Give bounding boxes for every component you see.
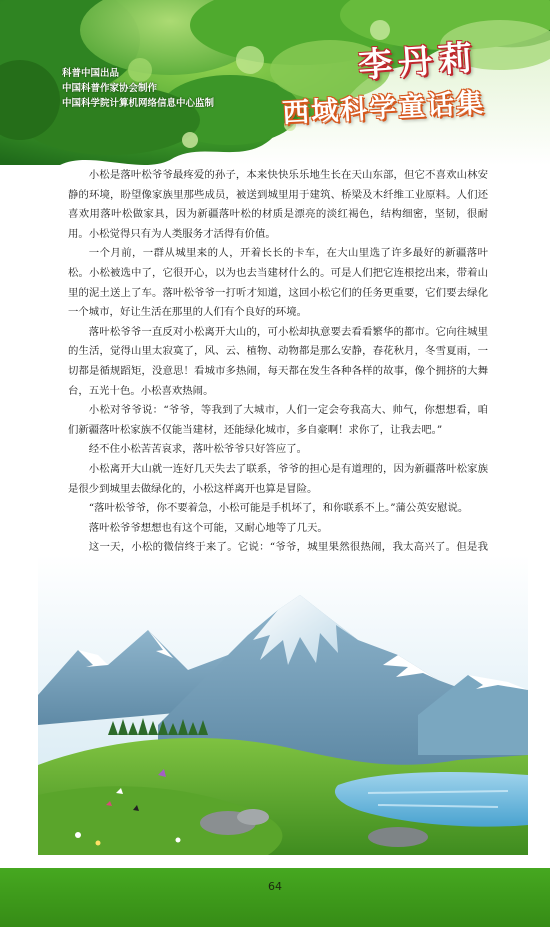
story-paragraph: 经不住小松苦苦哀求，落叶松爷爷只好答应了。 bbox=[88, 443, 307, 456]
credit-line-supervisor: 中国科学院计算机网络信息中心监制 bbox=[62, 98, 215, 109]
credit-line-producer: 科普中国出品 bbox=[62, 68, 120, 79]
publisher-credits bbox=[62, 66, 214, 111]
story-paragraph: 一个月前，一群从城里来的人，开着长长的卡车，在大山里选了许多最好的新疆落叶松。小松被选中了，它很开心，以为也去当建材什么的。可是人们把它连根挖出来，带着山里的泥土送上了车。落叶松爷爷一打听才知道，这回小松它们的任务更重要，它们要去绿化一个城市，好让生活在那里的人们有个良好的环境。 bbox=[68, 247, 488, 319]
story-paragraph: 小松对爷爷说：“爷爷，等我到了大城市，人们一定会夸我高大、帅气，你想想看，咱们新疆落叶松家族不仅能当建材，还能绿化城市，多自豪啊！求你了，让我去吧。” bbox=[68, 404, 488, 436]
story-paragraph: 这一天，小松的微信终于来了。它说：“爷爷，城里果然很热闹，我太高兴了。但是我 bbox=[88, 541, 488, 554]
credit-line-maker: 中国科普作家协会制作 bbox=[62, 83, 158, 94]
story-paragraph: “落叶松爷爷，你不要着急，小松可能是手机坏了，和你联系不上。”蒲公英安慰说。 bbox=[88, 502, 469, 515]
series-title: 西域科学童话集 bbox=[281, 87, 486, 130]
story-paragraph: 小松离开大山就一连好几天失去了联系，爷爷的担心是有道理的，因为新疆落叶松家族是很少到城里去做绿化的，小松这样离开也算是冒险。 bbox=[68, 462, 488, 495]
mountain-landscape-illustration bbox=[38, 555, 528, 855]
story-text bbox=[68, 166, 488, 577]
story-paragraph: 落叶松爷爷一直反对小松离开大山的，可小松却执意要去看看繁华的都市。它向往城里的生活，觉得山里太寂寞了，风、云、植物、动物都是那么安静，春花秋月，冬雪夏雨，一切都是循规蹈矩，没意思！看城市多热闹，每天都在发生各种各样的故事，像个拥挤的大舞台，五光十色。小松喜欢热闹。 bbox=[68, 325, 488, 397]
header-banner bbox=[0, 0, 550, 165]
story-paragraph: 落叶松爷爷想想也有这个可能，又耐心地等了几天。 bbox=[88, 521, 328, 534]
page-number: 64 bbox=[268, 880, 282, 893]
story-paragraph: 小松是落叶松爷爷最疼爱的孙子，本来快快乐乐地生长在天山东部，但它不喜欢山林安静的环境，盼望像家族里那些成员，被送到城里用于建筑、桥梁及木纤维工业原料。人们还喜欢用落叶松做家具，因为新疆落叶松的材质是漂亮的淡红褐色，结构细密，坚韧，很耐用。小松觉得只有为人类服务才活得有价值。 bbox=[68, 169, 488, 240]
author-name: 李丹莉 bbox=[356, 37, 480, 87]
page-footer bbox=[0, 868, 550, 927]
